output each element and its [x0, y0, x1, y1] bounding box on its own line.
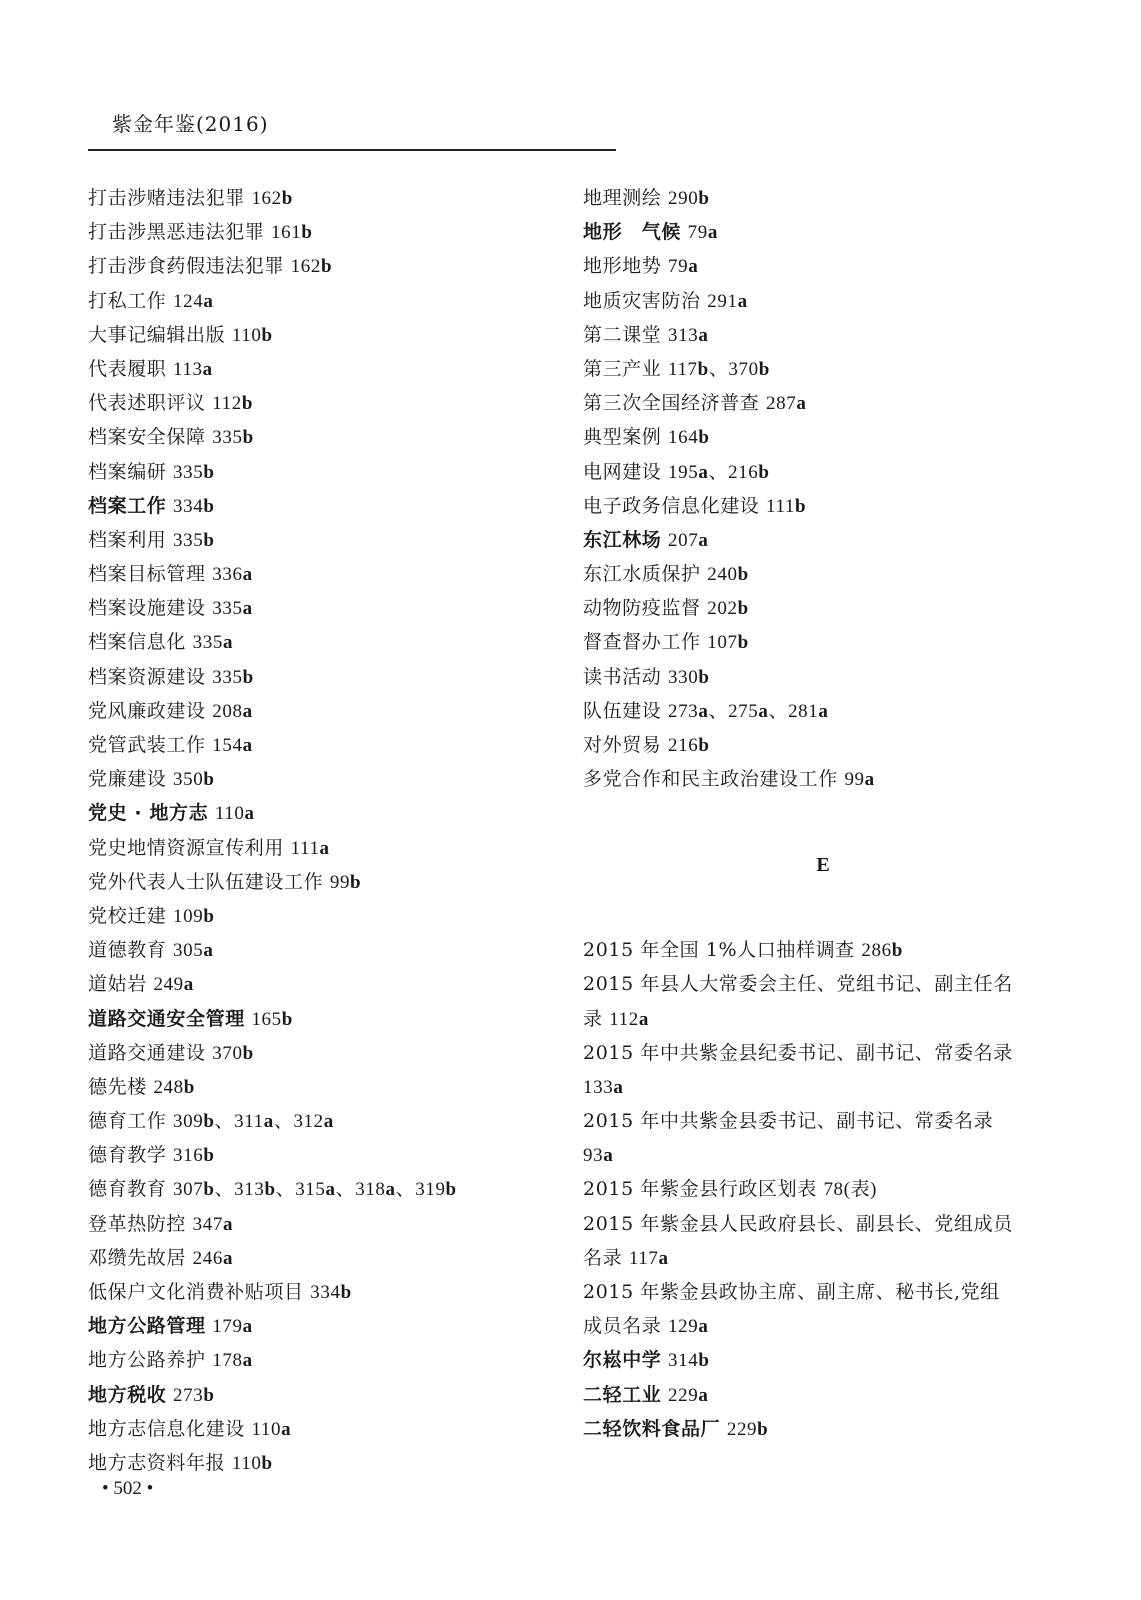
index-entry [88, 352, 558, 386]
page-reference: 286b [861, 940, 903, 962]
index-entry [88, 249, 558, 283]
page-number: • 502 • [102, 1478, 154, 1499]
page-reference: 347a [192, 1213, 234, 1235]
page-reference: 124a [173, 290, 214, 312]
index-term: 打私工作 [88, 289, 167, 312]
index-entry [583, 1412, 1063, 1446]
index-term: 读书活动 [583, 665, 662, 688]
index-entry-continuation [583, 1241, 1063, 1275]
index-entry [88, 933, 558, 967]
index-term: 档案信息化 [88, 631, 187, 654]
page-reference: 305a [173, 940, 214, 962]
index-entry [583, 249, 1063, 283]
index-entry-continuation [583, 1138, 1063, 1172]
index-term: 党史 · 地方志 [88, 802, 209, 825]
header-rule [88, 149, 616, 151]
page-reference: 334b [310, 1282, 352, 1303]
page-reference: 111a [290, 837, 330, 859]
index-entry [88, 1241, 558, 1275]
page-reference: 335a [212, 598, 253, 620]
index-entry [88, 796, 558, 830]
index-column-left [88, 181, 558, 1480]
page-reference: 249a [153, 974, 194, 996]
page-reference: 330b [668, 666, 710, 688]
index-term: 队伍建设 [583, 699, 662, 722]
index-term: 督查督办工作 [583, 631, 701, 654]
index-entry [88, 386, 558, 420]
page-reference: 229b [726, 1418, 769, 1440]
page-reference: 165b [251, 1008, 293, 1030]
index-column-right [583, 181, 1063, 1446]
index-term: 电子政务信息化建设 [583, 494, 760, 517]
page-reference: 117b、370b [668, 358, 770, 380]
index-term: 打击涉食药假违法犯罪 [88, 255, 285, 278]
index-entry [88, 1412, 558, 1446]
index-entry [88, 215, 558, 249]
index-term: 地方志信息化建设 [88, 1417, 245, 1440]
index-term: 党管武装工作 [88, 734, 206, 756]
index-entry [583, 933, 1063, 967]
page-reference: 335b [212, 427, 254, 449]
index-term: 对外贸易 [583, 734, 662, 756]
page-reference: 78(表) [823, 1179, 878, 1201]
index-term: 2015 年中共紫金县纪委书记、副书记、常委名录 [583, 1041, 1013, 1064]
index-entry [88, 591, 558, 625]
page-reference: 111b [766, 495, 807, 517]
page-reference: 229a [668, 1384, 709, 1406]
index-term: 登革热防控 [88, 1212, 187, 1235]
page-reference: 164b [668, 427, 710, 449]
index-term: 地方志资料年报 [88, 1451, 226, 1474]
index-term: 第三产业 [583, 357, 662, 380]
page-reference: 291a [707, 290, 748, 312]
page-reference: 335b [212, 666, 254, 688]
index-term: 东江水质保护 [583, 563, 701, 586]
index-term: 德育工作 [88, 1110, 167, 1133]
index-entry [88, 1275, 558, 1309]
index-term: 地方税收 [88, 1383, 167, 1406]
page-reference: 307b、313b、315a、318a、319b [173, 1179, 457, 1201]
index-term: 地方公路管理 [88, 1315, 206, 1338]
index-term: 档案编研 [88, 460, 167, 483]
index-entry [88, 625, 558, 659]
index-entry [583, 591, 1063, 625]
index-term: 道路交通安全管理 [88, 1007, 245, 1030]
index-entry [88, 967, 558, 1001]
page-reference: 248b [153, 1076, 195, 1098]
index-term: 动物防疫监督 [583, 597, 701, 620]
page-reference: 195a、216b [668, 461, 770, 483]
page-reference: 133a [583, 1076, 624, 1098]
index-term: 地质灾害防治 [583, 289, 701, 312]
page-reference: 350b [173, 769, 215, 791]
page-reference: 246a [192, 1247, 234, 1269]
index-entry [583, 1207, 1063, 1241]
index-term: 电网建设 [583, 460, 662, 483]
index-term: 德先楼 [88, 1075, 147, 1098]
index-entry [583, 284, 1063, 318]
index-group-e [583, 933, 1063, 1446]
index-entry [88, 181, 558, 215]
index-entry [88, 728, 558, 762]
page-reference: 290b [668, 188, 710, 209]
index-entry [88, 1172, 558, 1206]
index-term-continuation: 名录 [583, 1246, 623, 1269]
index-term: 德育教学 [88, 1144, 167, 1167]
index-entry [88, 1002, 558, 1036]
page-reference: 216b [668, 735, 710, 756]
index-entry [583, 352, 1063, 386]
index-term: 代表述职评议 [88, 392, 206, 415]
index-entry [583, 1343, 1063, 1377]
page-reference: 309b、311a、312a [173, 1111, 334, 1133]
page-reference: 110a [214, 803, 255, 825]
page-reference: 79a [668, 256, 699, 278]
index-entry [88, 489, 558, 523]
page-reference: 110b [231, 1452, 273, 1474]
index-entry [88, 694, 558, 728]
page-reference: 93a [583, 1145, 614, 1167]
index-term: 2015 年紫金县行政区划表 [583, 1178, 817, 1201]
index-term-continuation: 录 [583, 1007, 603, 1030]
index-entry [88, 1104, 558, 1138]
page-reference: 129a [668, 1316, 709, 1338]
index-term: 大事记编辑出版 [88, 323, 226, 346]
index-entry [88, 1070, 558, 1104]
index-entry [88, 284, 558, 318]
index-entry [583, 386, 1063, 420]
index-term: 典型案例 [583, 426, 662, 449]
index-entry [583, 1172, 1063, 1206]
index-term: 党校迁建 [88, 904, 167, 927]
index-entry [88, 831, 558, 865]
page-reference: 335b [173, 461, 215, 483]
index-term: 地形地势 [583, 255, 662, 278]
index-entry [583, 1036, 1063, 1070]
index-term: 2015 年全国 1%人口抽样调查 [583, 939, 855, 962]
page-reference: 99b [329, 871, 362, 893]
index-entry [88, 1343, 558, 1377]
index-term: 档案利用 [88, 528, 167, 551]
index-term: 2015 年紫金县人民政府县长、副县长、党组成员 [583, 1212, 1013, 1235]
index-entry [88, 1378, 558, 1412]
page-reference: 335a [192, 632, 234, 654]
index-entry [583, 181, 1063, 215]
index-entry [583, 523, 1063, 557]
index-term: 党外代表人士队伍建设工作 [88, 870, 324, 893]
page-reference: 208a [212, 700, 253, 722]
index-entry [88, 1446, 558, 1480]
index-term-continuation: 成员名录 [583, 1315, 662, 1338]
page-reference: 273b [173, 1384, 215, 1406]
index-term: 德育教育 [88, 1178, 167, 1201]
page-reference: 154a [212, 735, 253, 756]
page-reference: 99a [844, 769, 875, 791]
index-entry [88, 899, 558, 933]
page-reference: 287a [766, 393, 807, 415]
index-entry [88, 420, 558, 454]
index-term: 尔崧中学 [583, 1349, 662, 1372]
page-reference: 370b [212, 1042, 254, 1064]
index-term: 第三次全国经济普查 [583, 392, 760, 415]
page-reference: 117a [628, 1247, 669, 1269]
index-term: 档案设施建设 [88, 597, 206, 620]
page-reference: 110b [231, 324, 273, 346]
index-term: 党风廉政建设 [88, 699, 206, 722]
page-reference: 336a [212, 564, 253, 586]
section-spacer [583, 899, 1063, 933]
index-entry [583, 625, 1063, 659]
index-entry [88, 1138, 558, 1172]
page-reference: 79a [687, 222, 718, 244]
index-term: 二轻工业 [583, 1383, 662, 1406]
page-reference: 162b [251, 188, 293, 209]
index-term: 二轻饮料食品厂 [583, 1417, 721, 1440]
index-entry [583, 728, 1063, 762]
page-reference: 316b [173, 1145, 215, 1167]
index-term: 道姑岩 [88, 973, 147, 996]
index-entry [583, 420, 1063, 454]
index-term: 2015 年县人大常委会主任、党组书记、副主任名 [583, 973, 1013, 996]
index-entry [583, 1104, 1063, 1138]
page-reference: 162b [290, 256, 333, 278]
page-reference: 113a [173, 358, 213, 380]
index-entry [88, 762, 558, 796]
index-entry [583, 967, 1063, 1001]
page-reference: 112b [212, 393, 254, 415]
index-entry [583, 1378, 1063, 1412]
page-reference: 273a、275a、281a [668, 700, 829, 722]
page-reference: 334b [173, 495, 215, 517]
page-reference: 202b [707, 598, 749, 620]
index-term: 党史地情资源宣传利用 [88, 836, 285, 859]
index-term: 打击涉赌违法犯罪 [88, 187, 245, 209]
page-reference: 178a [212, 1350, 253, 1372]
page-reference: 112a [609, 1008, 649, 1030]
index-entry [583, 455, 1063, 489]
section-letter-e: E [816, 853, 830, 876]
index-entry-continuation [583, 1070, 1063, 1104]
index-entry [88, 455, 558, 489]
page-reference: 110a [251, 1418, 292, 1440]
index-term: 代表履职 [88, 357, 167, 380]
page-reference: 161b [271, 222, 313, 244]
running-header: 紫金年鉴(2016) [112, 112, 269, 136]
index-term: 道路交通建设 [88, 1041, 206, 1064]
index-group-d-continued [583, 181, 1063, 796]
index-term: 2015 年紫金县政协主席、副主席、秘书长,党组 [583, 1281, 1000, 1304]
index-term: 打击涉黑恶违法犯罪 [88, 221, 265, 244]
index-term: 多党合作和民主政治建设工作 [583, 768, 838, 791]
index-entry [583, 1275, 1063, 1309]
index-term: 档案目标管理 [88, 563, 206, 586]
index-entry [88, 523, 558, 557]
index-term: 第二课堂 [583, 323, 662, 346]
index-entry [583, 694, 1063, 728]
page-reference: 240b [707, 564, 749, 586]
index-entry [88, 318, 558, 352]
index-term: 2015 年中共紫金县委书记、副书记、常委名录 [583, 1110, 994, 1133]
page-reference: 335b [173, 529, 215, 551]
page-reference: 314b [668, 1350, 710, 1372]
index-entry [583, 762, 1063, 796]
index-entry [583, 215, 1063, 249]
index-term: 地理测绘 [583, 187, 662, 209]
index-entry-continuation [583, 1309, 1063, 1343]
index-entry [583, 489, 1063, 523]
index-entry [88, 557, 558, 591]
index-term: 档案工作 [88, 494, 167, 517]
page-reference: 179a [212, 1316, 253, 1338]
index-term: 地形 气候 [583, 221, 682, 244]
section-spacer [583, 796, 1063, 830]
index-entry [88, 1207, 558, 1241]
index-entry [88, 1036, 558, 1070]
index-term: 低保户文化消费补贴项目 [88, 1281, 304, 1303]
index-term: 邓缵先故居 [88, 1246, 187, 1269]
index-entry-continuation [583, 1002, 1063, 1036]
index-term: 地方公路养护 [88, 1349, 206, 1372]
index-entry [583, 318, 1063, 352]
page-reference: 207a [668, 529, 709, 551]
index-entry [88, 865, 558, 899]
page-reference: 107b [707, 632, 749, 654]
page-reference: 313a [668, 324, 709, 346]
index-term: 档案安全保障 [88, 426, 206, 449]
index-term: 档案资源建设 [88, 665, 206, 688]
index-entry [88, 1309, 558, 1343]
index-term: 道德教育 [88, 939, 167, 962]
page-reference: 109b [173, 905, 215, 927]
index-entry [583, 557, 1063, 591]
index-term: 东江林场 [583, 528, 662, 551]
index-entry [583, 660, 1063, 694]
index-term: 党廉建设 [88, 768, 167, 791]
index-entry [88, 660, 558, 694]
